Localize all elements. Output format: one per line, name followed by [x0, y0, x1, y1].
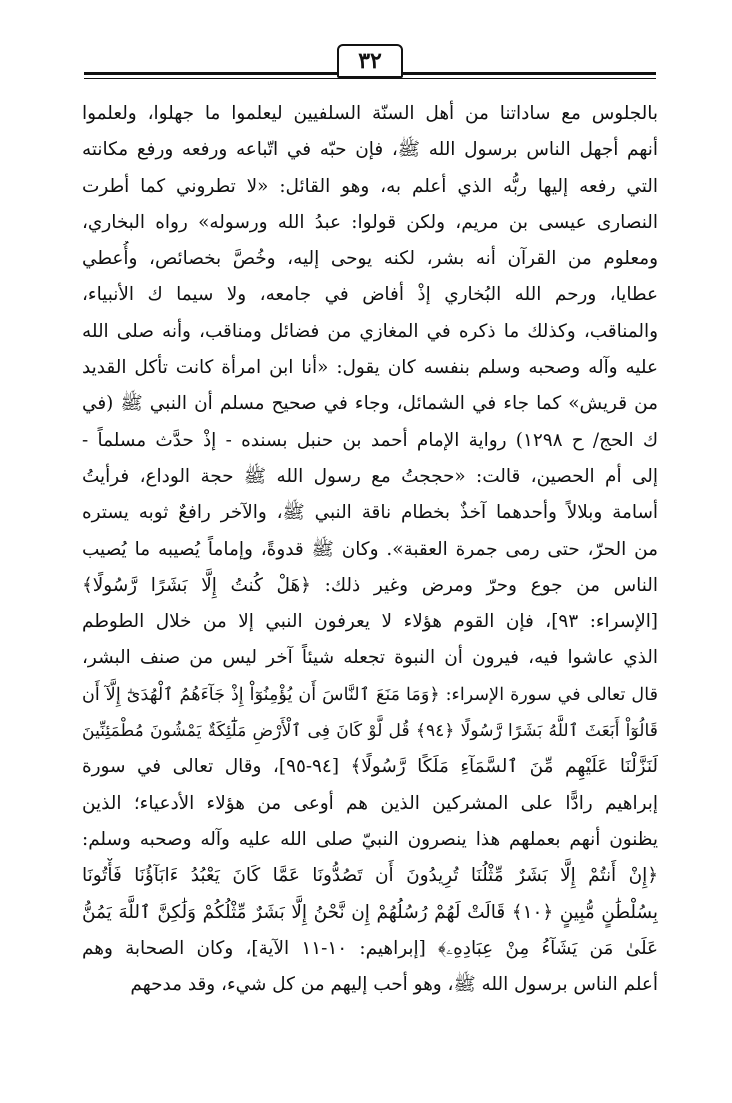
text-line: ك الحج/ ح ١٢٩٨) رواية الإمام أحمد بن حنبل بسنده - إذْ حدَّث مسلماً - — [82, 429, 658, 451]
text-line: ﴿إِنْ أَنتُمْ إِلَّا بَشَرٌ مِّثْلُنَا تُرِيدُونَ أَن تَصُدُّونَا عَمَّا كَانَ يَعْبُدُ ءَابَآؤُنَا فَأْتُونَا — [82, 865, 658, 887]
text-line: قال تعالى في سورة الإسراء: ﴿وَمَا مَنَعَ ٱلنَّاسَ أَن يُؤْمِنُوٓاْ إِذْ جَآءَهُمُ ٱلْهُدَىٰٓ إِلَّآ أَن — [82, 684, 658, 705]
text-line: لَنَزَّلْنَا عَلَيْهِم مِّنَ ٱلسَّمَآءِ مَلَكًا رَّسُولًا﴾ [٩٤-٩٥]، وقال تعالى في سورة — [82, 756, 658, 778]
page-number: ٣٢ — [337, 44, 403, 78]
text-line: عطايا، ورحم الله البُخاري إذْ أفاض في جامعه، ولا سيما ك الأنبياء، — [82, 284, 658, 306]
text-line: إلى أم الحصين، قالت: «حججتُ مع رسول الله ﷺ حجة الوداع، فرأيتُ — [82, 465, 658, 487]
header-rule-thin — [84, 78, 656, 79]
text-line: أعلم الناس برسول الله ﷺ، وهو أحب إليهم من كل شيء، وقد مدحهم — [130, 974, 658, 996]
text-line: بِسُلْطَٰنٍ مُّبِينٍ ﴿١٠﴾ قَالَتْ لَهُمْ رُسُلُهُمْ إِن نَّحْنُ إِلَّا بَشَرٌ مِّثْلُكُمْ وَلَٰكِنَّ ٱللَّهَ يَمُنُّ — [82, 901, 658, 923]
text-line: أنهم أجهل الناس برسول الله ﷺ، فإن حبّه في اتّباعه ورفعه ورفع مكانته — [82, 139, 658, 161]
text-line: بالجلوس مع ساداتنا من أهل السنّة السلفيين ليعلموا ما جهلوا، ولعلموا — [82, 103, 658, 124]
text-line: والمناقب، وكذلك ما ذكره في المغازي من فضائل ومناقب، وأنه صلى الله — [82, 320, 658, 342]
text-line: أسامة وبلالاً وأحدهما آخذٌ بخطام ناقة النبي ﷺ، والآخر رافعٌ ثوبه يستره — [82, 502, 658, 524]
text-line: إبراهيم رادًّا على المشركين الذين هم أوعى من هؤلاء الأدعياء؛ الذين — [82, 792, 658, 814]
text-line: من الحرّ، حتى رمى جمرة العقبة». وكان ﷺ قدوةً، وإماماً يُصيبه ما يُصيب — [82, 538, 658, 560]
text-line: ومعلوم من القرآن أنه بشر، لكنه يوحى إليه، وخُصَّ بخصائص، وأُعطي — [82, 248, 658, 270]
text-line: الذي عاشوا فيه، فيرون أن النبوة تجعله شيئاً آخر ليس من صنف البشر، — [82, 647, 658, 669]
page-header — [84, 44, 656, 90]
text-line: يظنون أنهم بعملهم هذا ينصرون النبيّ صلى الله عليه وآله وصحبه وسلم: — [82, 828, 658, 850]
text-line: التي رفعه إليها ربُّه الذي أعلم به، وهو القائل: «لا تطروني كما أطرت — [82, 175, 658, 197]
text-line: قَالُوٓاْ أَبَعَثَ ٱللَّهُ بَشَرًا رَّسُولًا ﴿٩٤﴾ قُل لَّوْ كَانَ فِى ٱلْأَرْضِ مَلَٰٓئِكَةٌ يَمْشُونَ مُطْمَئِنِّينَ — [82, 721, 658, 742]
text-line: النصارى عيسى بن مريم، ولكن قولوا: عبدُ الله ورسوله» رواه البخاري، — [82, 211, 658, 233]
text-line: الناس من جوع وحرّ ومرض وغير ذلك: ﴿هَلْ كُنتُ إِلَّا بَشَرًا رَّسُولًا﴾ — [82, 574, 658, 596]
text-line: عليه وآله وصحبه وسلم بنفسه كان يقول: «أنا ابن امرأة كانت تأكل القديد — [82, 357, 658, 379]
text-line: عَلَىٰ مَن يَشَآءُ مِنْ عِبَادِهِۦ﴾ [إبراهيم: ١٠-١١ الآية]، وكان الصحابة وهم — [82, 937, 658, 959]
body-text — [82, 96, 658, 1003]
text-line: من قريش» كما جاء في الشمائل، وجاء في صحيح مسلم أن النبي ﷺ (في — [82, 393, 658, 415]
text-line: [الإسراء: ٩٣]، فإن القوم هؤلاء لا يعرفون النبي إلا من خلال الطوطم — [82, 611, 658, 633]
